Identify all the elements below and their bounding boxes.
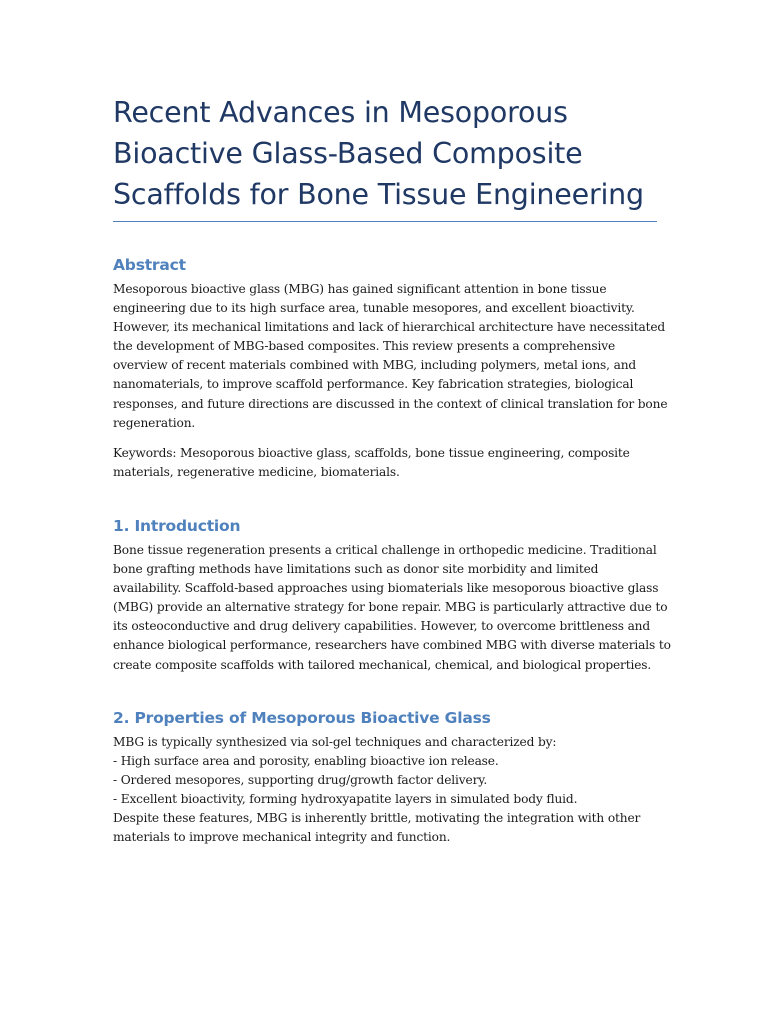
- title-line: Scaffolds for Bone Tissue Engineering: [113, 178, 644, 211]
- text-line: bone grafting methods have limitations such as donor site morbidity and limited: [113, 562, 599, 577]
- text-line: nanomaterials, to improve scaffold performance. Key fabrication strategies, biological: [113, 377, 634, 392]
- text-line: availability. Scaffold-based approaches using biomaterials like mesoporous bioactive glass: [113, 581, 659, 596]
- text-line: Keywords: Mesoporous bioactive glass, scaffolds, bone tissue engineering, composite: [113, 445, 630, 460]
- text-line: its osteoconductive and drug delivery capabilities. However, to overcome brittleness and: [113, 619, 651, 634]
- text-line: However, its mechanical limitations and lack of hierarchical architecture have necessitated: [113, 320, 666, 335]
- introduction-heading: 1. Introduction: [113, 516, 241, 535]
- document-page: [113, 92, 671, 847]
- text-line: materials to improve mechanical integrity and function.: [113, 830, 451, 845]
- properties-heading: 2. Properties of Mesoporous Bioactive Glass: [113, 708, 491, 727]
- text-line: materials, regenerative medicine, biomaterials.: [113, 464, 400, 479]
- text-line: engineering due to its high surface area, tunable mesopores, and excellent bioactivity.: [113, 301, 635, 316]
- text-line: responses, and future directions are discussed in the context of clinical translation for bone: [113, 396, 668, 411]
- text-line: create composite scaffolds with tailored mechanical, chemical, and biological properties.: [113, 657, 652, 672]
- document-title: [113, 92, 657, 222]
- list-item: - Ordered mesopores, supporting drug/growth factor delivery.: [113, 772, 488, 787]
- keywords-paragraph: [113, 444, 657, 482]
- list-item: - High surface area and porosity, enabling bioactive ion release.: [113, 753, 499, 768]
- text-line: regeneration.: [113, 415, 196, 430]
- introduction-paragraph: [113, 541, 671, 675]
- text-line: enhance biological performance, researchers have combined MBG with diverse materials to: [113, 638, 671, 653]
- list-item: - Excellent bioactivity, forming hydroxyapatite layers in simulated body fluid.: [113, 791, 578, 806]
- text-line: Despite these features, MBG is inherently brittle, motivating the integration with other: [113, 810, 641, 825]
- text-line: Mesoporous bioactive glass (MBG) has gained significant attention in bone tissue: [113, 282, 607, 296]
- text-line: MBG is typically synthesized via sol-gel techniques and characterized by:: [113, 734, 557, 749]
- text-line: Bone tissue regeneration presents a critical challenge in orthopedic medicine. Traditional: [113, 542, 657, 557]
- title-line: Bioactive Glass-Based Composite: [113, 137, 583, 170]
- text-line: overview of recent materials combined with MBG, including polymers, metal ions, and: [113, 358, 637, 373]
- abstract-heading: Abstract: [113, 256, 186, 274]
- properties-paragraph: [113, 733, 657, 848]
- title-line: Recent Advances in Mesoporous: [113, 96, 568, 129]
- abstract-paragraph: [113, 280, 668, 433]
- text-line: the development of MBG-based composites. This review presents a comprehensive: [113, 339, 616, 354]
- text-line: (MBG) provide an alternative strategy for bone repair. MBG is particularly attractive due to: [113, 600, 668, 615]
